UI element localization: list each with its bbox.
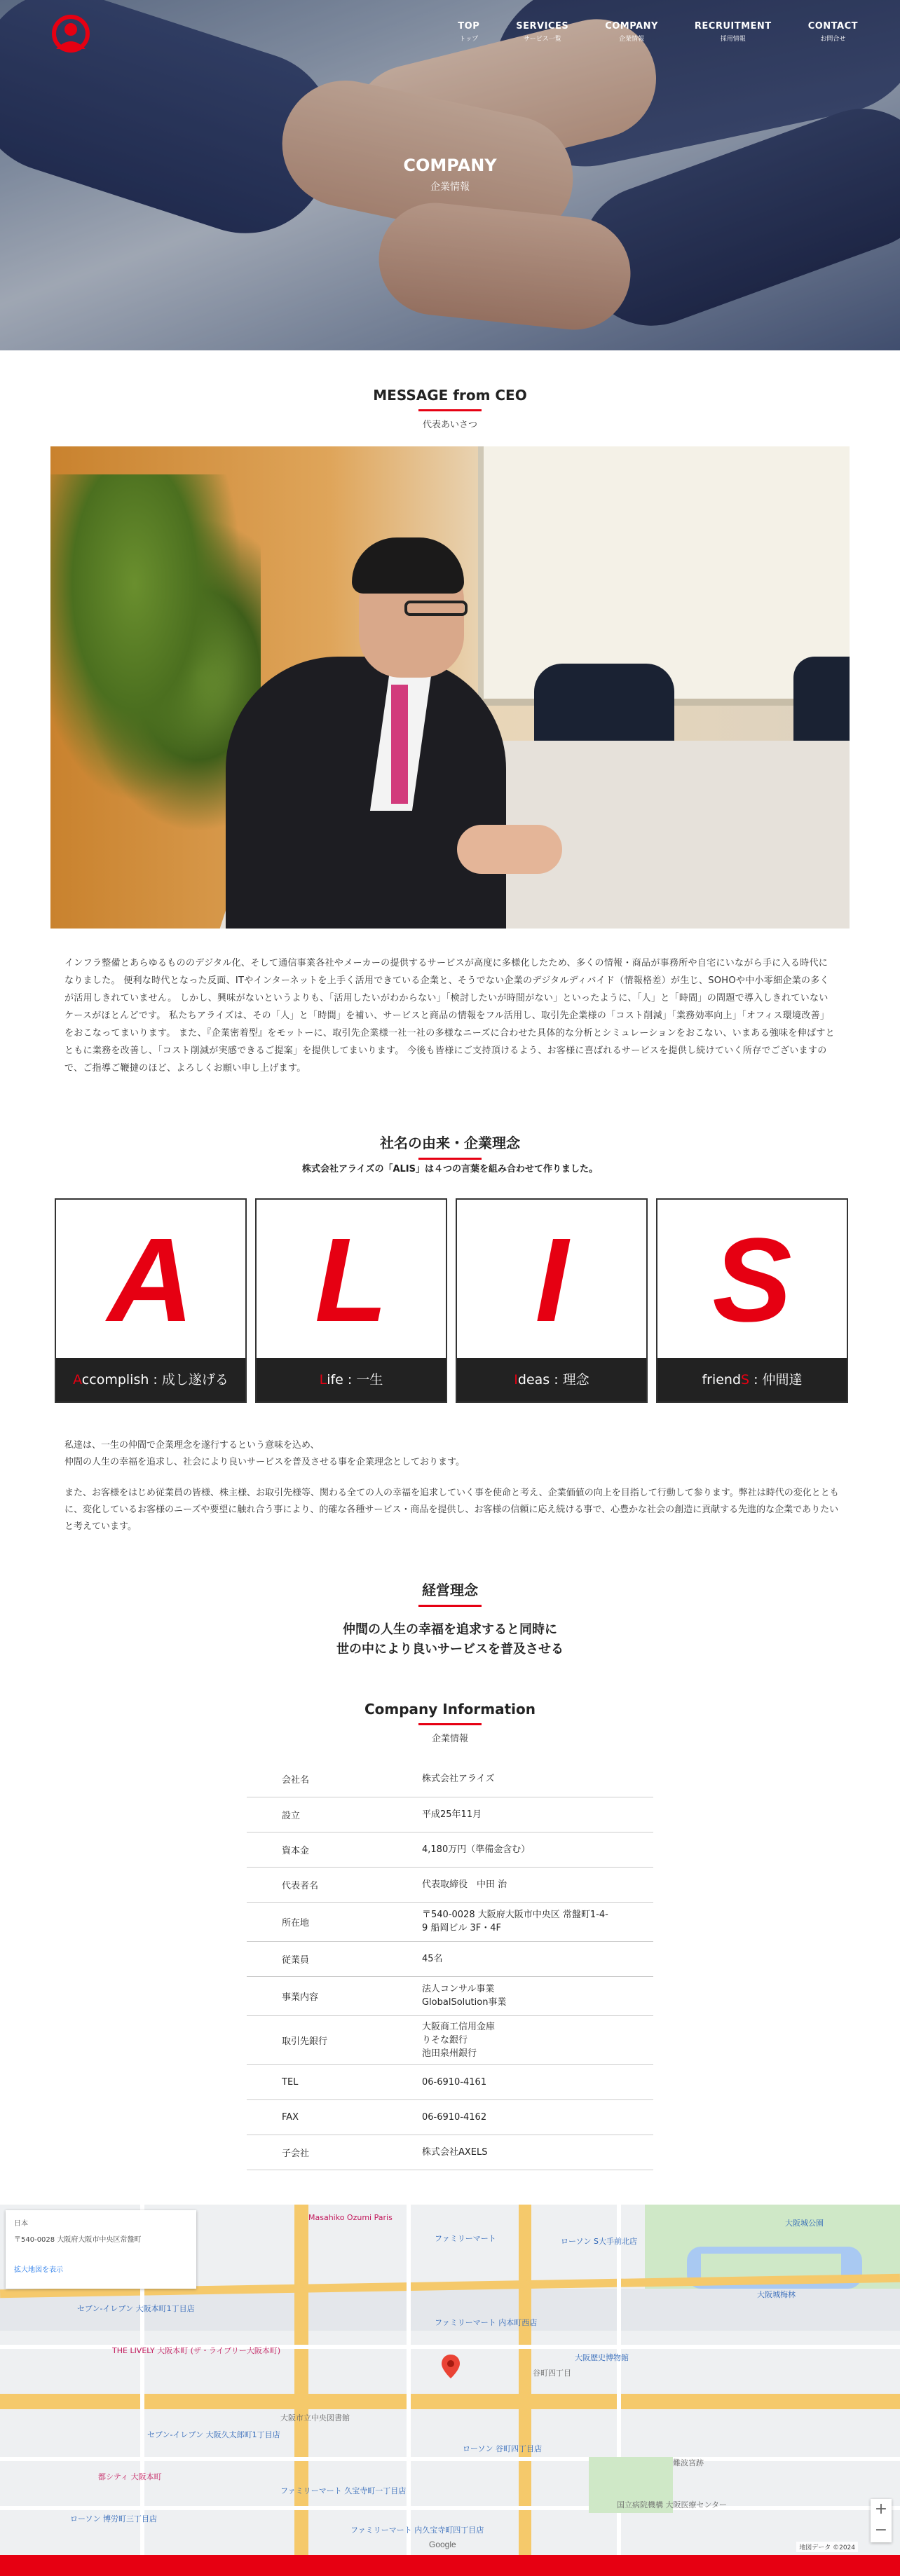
- alis-subtitle: 株式会社アライズの「ALIS」は４つの言葉を組み合わせて作りました。: [301, 1164, 599, 1174]
- table-value-line: 法人コンサル事業: [422, 1984, 495, 1994]
- alis-caption: [457, 1358, 646, 1402]
- section-underline: [418, 1723, 482, 1725]
- nav-sublabel: 採用情報: [720, 36, 746, 43]
- alis-letter: A: [107, 1214, 194, 1347]
- table-value: [422, 1902, 653, 1941]
- alis-heading: [0, 1132, 900, 1165]
- management-heading: [0, 1579, 900, 1612]
- company-logo[interactable]: [49, 13, 93, 53]
- table-value: 4,180万円（準備金含む）: [422, 1832, 653, 1867]
- nav-label: RECRUITMENT: [694, 21, 772, 32]
- google-logo: Google: [429, 2540, 456, 2549]
- table-key: 設立: [247, 1797, 422, 1832]
- map-poi-label[interactable]: 都シティ 大阪本町: [98, 2472, 162, 2481]
- alis-card-i: [456, 1198, 648, 1403]
- alis-letter: I: [535, 1214, 568, 1347]
- map-street: [407, 2205, 411, 2555]
- alis-letter: S: [712, 1214, 792, 1347]
- table-key: 取引先銀行: [247, 2015, 422, 2064]
- nav-label: CONTACT: [807, 21, 858, 32]
- table-value: [422, 2015, 653, 2064]
- page-title-jp: 企業情報: [430, 181, 470, 193]
- nav-item-company[interactable]: [605, 21, 658, 43]
- table-key: FAX: [247, 2099, 422, 2135]
- alis-caption: [657, 1358, 847, 1402]
- nav-item-services[interactable]: [516, 21, 568, 43]
- table-row: [247, 2015, 653, 2064]
- table-row: [247, 2064, 653, 2099]
- table-value: 代表取締役 中田 治: [422, 1867, 653, 1902]
- section-title: 社名の由来・企業理念: [380, 1135, 520, 1151]
- map-poi-label[interactable]: ファミリーマート 内本町西店: [435, 2318, 538, 2327]
- whiteboard: [478, 446, 850, 706]
- table-value: 45名: [422, 1941, 653, 1976]
- table-value-line: 池田泉州銀行: [422, 2048, 477, 2059]
- table-value: 株式会社AXELS: [422, 2135, 653, 2170]
- table-row: [247, 1762, 653, 1797]
- map-zoom-control: [871, 2499, 892, 2542]
- hero-banner: [0, 0, 900, 350]
- table-key: 事業内容: [247, 1976, 422, 2015]
- alis-letter: L: [315, 1214, 388, 1347]
- alis-caption-highlight: L: [319, 1372, 327, 1388]
- section-title: MESSAGE from CEO: [373, 387, 527, 404]
- map-poi-label[interactable]: THE LIVELY 大阪本町 (ザ・ライブリー大阪本町): [112, 2346, 281, 2355]
- map-info-box: [6, 2210, 196, 2289]
- table-value: 06-6910-4161: [422, 2064, 653, 2099]
- section-underline: [418, 409, 482, 411]
- map-road-sakaisuji: [294, 2205, 308, 2555]
- table-value-line: りそな銀行: [422, 2034, 468, 2046]
- nav-sublabel: お問合せ: [820, 36, 846, 43]
- ceo-hair: [352, 537, 464, 594]
- map-poi-label[interactable]: ローソン 谷町四丁目店: [463, 2444, 543, 2453]
- map-poi-label[interactable]: セブン-イレブン 大阪本町1丁目店: [77, 2304, 195, 2313]
- section-underline: [418, 1605, 482, 1607]
- table-row: [247, 2099, 653, 2135]
- philosophy-paragraph: また、お客様をはじめ従業員の皆様、株主様、お取引先様等、関わる全ての人の幸福を追求していく事を使命と考え、企業価値の向上を目指して行動して参ります。弊社は時代の変化とともに、変化しているお客様のニーズや要望に触れ合う事により、的確な各種サービス・商品を提供し、お客様の信頼に応え続ける事で、心豊かな社会の創造に貢献する先進的な企業でありたいと考えています。: [64, 1488, 839, 1532]
- zoom-out-button[interactable]: −: [874, 2521, 888, 2539]
- table-value: [422, 1976, 653, 2015]
- alis-caption-text: ife : 一生: [327, 1372, 383, 1388]
- nav-label: TOP: [458, 21, 480, 32]
- management-line: 仲間の人生の幸福を追求すると同時に: [343, 1622, 557, 1637]
- ceo-figure: [226, 657, 506, 929]
- philosophy-line: 私達は、一生の仲間で企業理念を遂行するという意味を込め、: [64, 1440, 320, 1451]
- philosophy-line: 仲間の人生の幸福を追求し、社会により良いサービスを普及させる事を企業理念としております。: [64, 1457, 465, 1467]
- message-heading: [0, 387, 900, 430]
- table-row: [247, 1867, 653, 1902]
- map-poi-label[interactable]: 大阪城公園: [785, 2219, 824, 2228]
- section-subtitle: 代表あいさつ: [422, 420, 477, 430]
- table-row: [247, 1797, 653, 1832]
- table-key: 代表者名: [247, 1867, 422, 1902]
- map-poi-label[interactable]: ファミリーマート 内久宝寺町四丁目店: [350, 2526, 484, 2535]
- alis-caption-text: deas : 理念: [517, 1372, 589, 1388]
- alis-caption-highlight: S: [741, 1372, 750, 1388]
- philosophy-text: [64, 1437, 843, 1535]
- table-row: [247, 1941, 653, 1976]
- nav-label: COMPANY: [605, 21, 658, 32]
- table-key: 子会社: [247, 2135, 422, 2170]
- alis-caption-text: ccomplish : 成し遂げる: [81, 1372, 229, 1388]
- global-nav: [458, 21, 858, 43]
- map-poi-label[interactable]: 谷町四丁目: [533, 2369, 571, 2378]
- map-street: [0, 2506, 900, 2510]
- map-poi-label[interactable]: ファミリーマート 久宝寺町一丁目店: [280, 2486, 407, 2495]
- alis-caption-highlight: I: [514, 1372, 518, 1388]
- ceo-message-text: インフラ整備とあらゆるもののデジタル化、そして通信事業各社やメーカーの提供するサービスが高度に多様化したため、多くの情報・商品が事務所や自宅にいながら手に入る時代になりました。 便利な時代となった反面、ITやインターネットを上手く活用できている企業と、そうでない企業のデジタルディバイド（情報格差）が生じ、SOHOや中小零細企業の多くが活用しきれていません。 しかし、興味がないというよりも、「活用したいがわからない」「検討したいが時間がない」といったように、「人」と「時間」の問題で導入しきれていないケースがほとんどです。 私たちアライズは、その「人」と「時間」を補い、サービスと商品の情報をフル活用し、取引先企業様の「コスト削減」「業務効率向上」「オフィス環境改善」をおこなってまいります。 また、『企業密着型』をモットーに、取引先企業様一社一社の多様なニーズに合わせた具体的な分析とシミュレーションをおこない、いまある強味を伸ばすとともに業務を改善し、「コスト削減が実感できるご提案」を提供してまいります。 今後も皆様にご支持頂けるよう、お客様に喜ばれるサービスを提供し続けていく所存でございますので、ご指導ご鞭撻のほど、よろしくお願い申し上げます。: [64, 958, 835, 1074]
- table-value: 株式会社アライズ: [422, 1762, 653, 1797]
- section-underline: [418, 1158, 482, 1160]
- nav-sublabel: 企業情報: [619, 36, 645, 43]
- map-poi-label[interactable]: 大阪城梅林: [757, 2290, 796, 2299]
- alis-caption-prefix: friend: [702, 1372, 742, 1388]
- alis-caption: [257, 1358, 446, 1402]
- map-poi-label[interactable]: セブン-イレブン 大阪久太郎町1丁目店: [147, 2430, 280, 2439]
- map-enlarge-link[interactable]: 拡大地図を表示: [14, 2266, 63, 2274]
- ceo-hands: [457, 825, 562, 874]
- map-copyright: 地図データ ©2024: [796, 2542, 858, 2552]
- map-poi-label[interactable]: ローソン 博労町三丁目店: [70, 2514, 158, 2523]
- management-statement: [0, 1620, 900, 1659]
- section-title: 経営理念: [422, 1582, 478, 1598]
- ceo-photo: [50, 446, 850, 929]
- map-poi-label[interactable]: 難波宮跡: [673, 2458, 704, 2467]
- map-poi-label[interactable]: ローソン S大手前北店: [561, 2237, 638, 2246]
- map-info-title: 日本: [14, 2220, 28, 2228]
- section-title: Company Information: [364, 1701, 536, 1718]
- alis-caption-highlight: A: [73, 1372, 82, 1388]
- zoom-in-button[interactable]: +: [874, 2500, 888, 2518]
- table-key: 会社名: [247, 1762, 422, 1797]
- alis-cards: [55, 1198, 848, 1403]
- table-value-line: 大阪商工信用金庫: [422, 2021, 496, 2032]
- nav-sublabel: トップ: [459, 36, 479, 43]
- map-info-address: 〒540-0028 大阪府大阪市中央区常盤町: [14, 2236, 142, 2244]
- alis-caption-text: : 仲間達: [749, 1372, 803, 1388]
- map-street: [0, 2457, 900, 2461]
- ceo-glasses: [404, 601, 468, 616]
- nav-item-top[interactable]: [458, 21, 479, 43]
- alis-caption: [56, 1358, 245, 1402]
- table-key: 所在地: [247, 1902, 422, 1941]
- nav-sublabel: サービス一覧: [523, 36, 561, 43]
- table-value-line: 9 船岡ビル 3F・4F: [422, 1923, 502, 1933]
- table-value-line: 〒540-0028 大阪府大阪市中央区 常盤町1-4-: [422, 1910, 608, 1920]
- map-pin-icon[interactable]: [442, 2355, 460, 2378]
- table-row: [247, 1832, 653, 1867]
- map-poi-label[interactable]: 大阪市立中央図書館: [280, 2413, 350, 2423]
- alis-card-a: [55, 1198, 247, 1403]
- map-poi-label[interactable]: 国立病院機構 大阪医療センター: [617, 2500, 728, 2509]
- table-row: [247, 1902, 653, 1941]
- footer-bar: [0, 2555, 900, 2576]
- table-key: TEL: [247, 2064, 422, 2099]
- nav-label: SERVICES: [516, 21, 569, 32]
- management-line: 世の中により良いサービスを普及させる: [336, 1642, 564, 1657]
- map-road-tanimachi: [519, 2205, 531, 2555]
- page-title-en: COMPANY: [403, 156, 497, 175]
- table-value-line: GlobalSolution事業: [422, 1997, 507, 2008]
- alis-card-l: [255, 1198, 447, 1403]
- nav-item-recruitment[interactable]: [695, 21, 772, 43]
- alis-card-s: [656, 1198, 848, 1403]
- map-poi-label[interactable]: 大阪歴史博物館: [575, 2353, 629, 2362]
- page-title: [0, 156, 900, 193]
- philosophy-paragraph: [64, 1437, 843, 1471]
- google-map[interactable]: [0, 2205, 900, 2555]
- section-subtitle: 企業情報: [431, 1734, 468, 1744]
- table-value: 06-6910-4162: [422, 2099, 653, 2135]
- company-heading: [0, 1701, 900, 1744]
- map-poi-label[interactable]: ファミリーマート: [435, 2234, 496, 2243]
- map-poi-label[interactable]: Masahiko Ozumi Paris: [308, 2213, 393, 2222]
- nav-item-contact[interactable]: [808, 21, 858, 43]
- map-road-chuo: [0, 2394, 900, 2409]
- table-row: [247, 1976, 653, 2015]
- ceo-tie: [391, 685, 408, 804]
- table-row: [247, 2135, 653, 2170]
- table-key: 資本金: [247, 1832, 422, 1867]
- company-info-table: [247, 1762, 653, 2170]
- table-value: 平成25年11月: [422, 1797, 653, 1832]
- table-key: 従業員: [247, 1941, 422, 1976]
